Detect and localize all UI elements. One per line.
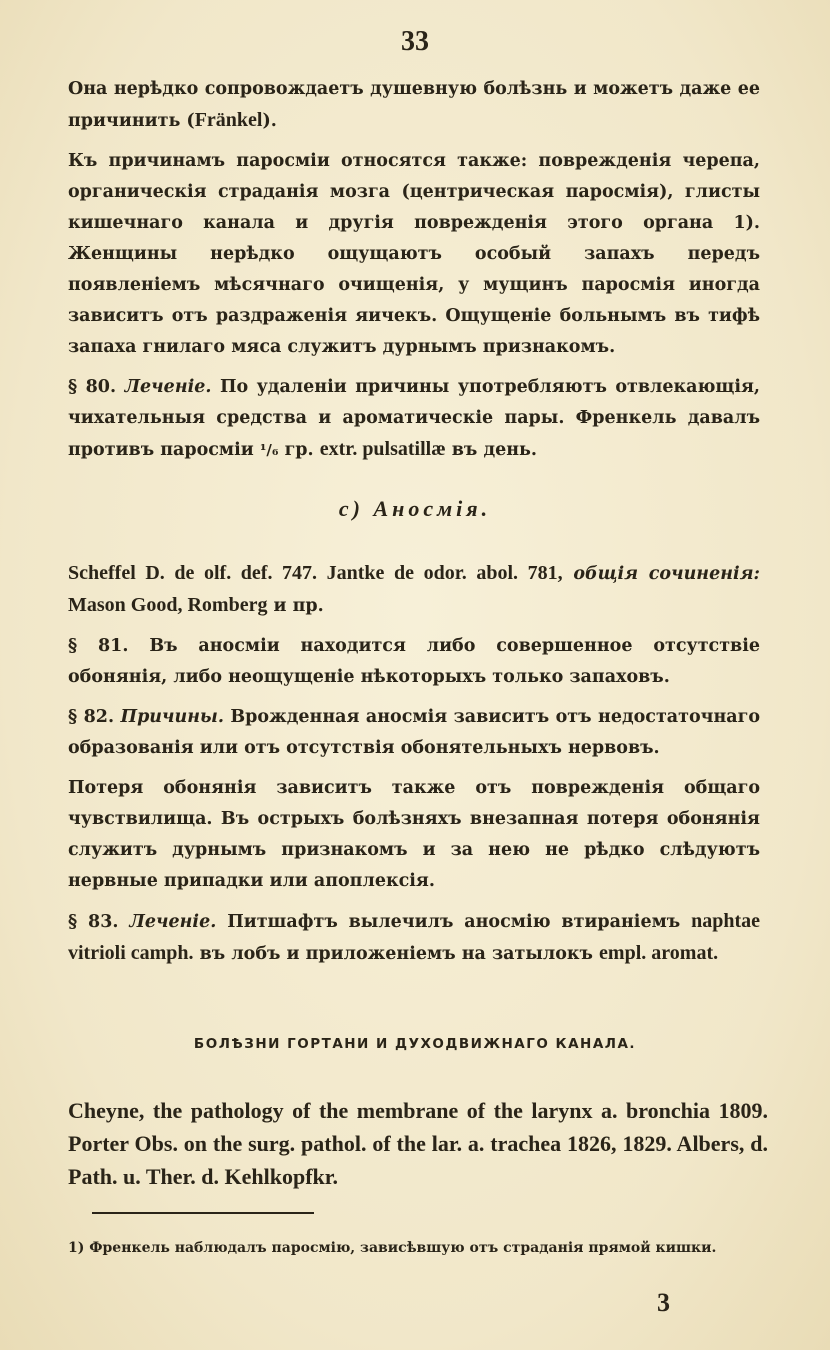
paragraph-81: § 81. Въ аносміи находится либо совершенное отсутствіе обонянія, либо неощущеніе нѣкоторыхъ только запаховъ. — [68, 636, 760, 687]
section-number: § 83. — [68, 912, 119, 932]
footnote-divider — [92, 1212, 314, 1214]
paragraph-1 — [68, 74, 760, 137]
reference-label: общія сочиненія: — [573, 564, 760, 584]
latin-term: extr. pulsatillæ — [319, 438, 446, 460]
main-text — [68, 74, 760, 475]
section-number: § 82. — [68, 707, 115, 727]
section-title: БОЛѢЗНИ ГОРТАНИ И ДУХОДВИЖНАГО КАНАЛА. — [193, 1036, 637, 1052]
unit: гр. — [284, 440, 314, 460]
section-text: По удаленіи причины употребляютъ отвлекающія, чихательныя средства и ароматическіе пары. Френкель давалъ противъ паросміи — [68, 377, 761, 460]
section-label: Лeченіе. — [129, 912, 217, 932]
signature-mark: 3 — [657, 1288, 670, 1317]
section-label: Причины. — [120, 707, 224, 727]
reference-latin-2: Mason Good, Romberg — [68, 594, 268, 616]
section-number: § 80. — [68, 377, 117, 397]
latin-term: naphtae vitrioli camph. — [68, 910, 761, 964]
paragraph-83 — [68, 906, 760, 970]
paragraph-1-end: ). — [262, 111, 277, 131]
fraction: ¹/₆ — [259, 441, 279, 459]
paragraph-loss: Потеря обонянія зависитъ также отъ поврежденія общаго чувствилища. Въ острыхъ болѣзняхъ внезапная потеря обонянія служитъ дурнымъ признакомъ и за нею не рѣдко слѣдуютъ нервные припадки или апоплексія. — [68, 778, 760, 891]
author-name: Fränkel — [194, 109, 263, 131]
reference-end: и пр. — [273, 596, 324, 616]
page-number-top: 33 — [401, 26, 429, 57]
section-end: въ день. — [451, 440, 538, 460]
section-text: Питшафтъ вылечилъ аносмію втираніемъ — [227, 912, 681, 932]
paragraph-2: Къ причинамъ паросміи относятся также: поврежденія черепа, органическія страданія мозга (центрическая паросмія), глисты кишечнаго канала и другія поврежденія этого органа 1). Женщины нерѣдко ощущаютъ особый запахъ передъ появленіемъ мѣсячнаго очищенія, у мущинъ паросмія иногда зависитъ отъ раздраженія яичекъ. Ощущеніе больнымъ въ тифѣ запаха гнилаго мяса служитъ дурнымъ признакомъ. — [68, 151, 760, 357]
paragraph-1-text: Она нерѣдко сопровождаетъ душевную болѣзнь и можетъ даже ее причинить ( — [68, 79, 760, 131]
paragraph-80 — [68, 372, 760, 466]
footnote: 1) Френкель наблюдалъ паросмію, зависѣвшую отъ страданія прямой кишки. — [68, 1240, 717, 1256]
subheading-anosmia: c) Аносмія. — [338, 496, 492, 521]
section-mid: въ лобъ и приложеніемъ на затылокъ — [199, 944, 593, 964]
anosmia-text — [68, 558, 760, 979]
literature-references: Cheyne, the pathology of the membrane of the larynx a. bronchia 1809. Porter Obs. on the surg. pathol. of the lar. a. trachea 1826, 1829. Albers, d. Path. u. Ther. d. Kehlkopfkr. — [68, 1098, 768, 1189]
paragraph-82 — [68, 702, 760, 764]
reference-latin: Scheffel D. de olf. def. 747. Jantke de odor. abol. 781, — [68, 562, 563, 584]
section-text: Врожденная аносмія зависитъ отъ недостаточнаго образованія или отъ отсутствія обонятельныхъ нервовъ. — [68, 707, 761, 758]
anosmia-references — [68, 558, 760, 622]
section-label: Лeченіе. — [124, 377, 212, 397]
latin-term-2: empl. aromat. — [599, 942, 719, 964]
